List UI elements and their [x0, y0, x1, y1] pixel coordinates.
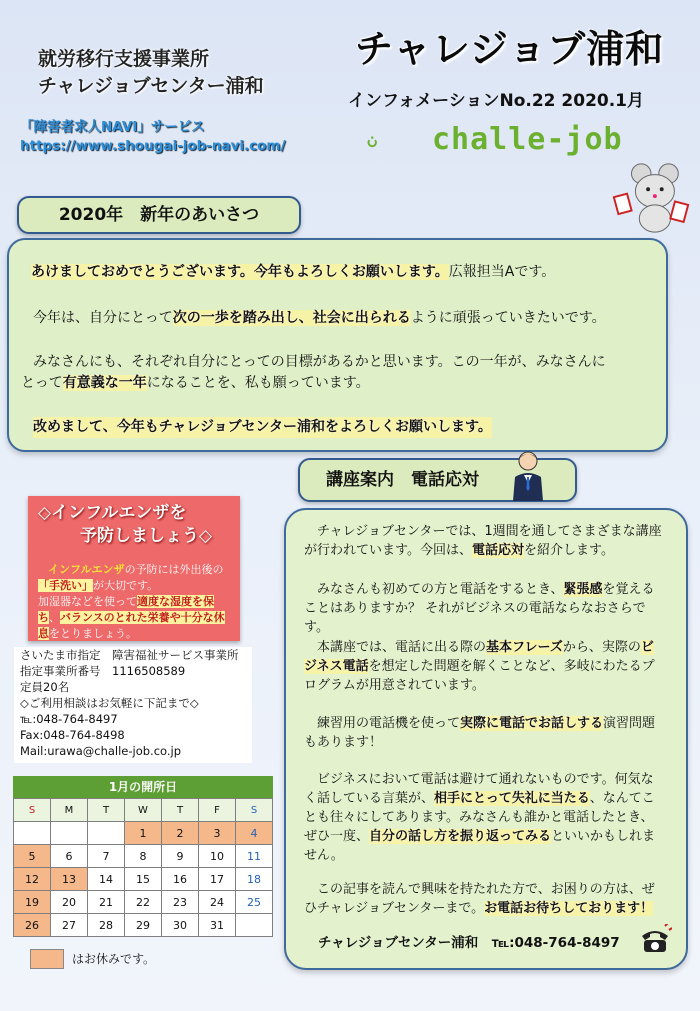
calendar-title: 1月の開所日 [13, 776, 273, 798]
calendar-day: 17 [199, 868, 236, 891]
navi-url[interactable]: https://www.shougai-job-navi.com/ [20, 138, 286, 154]
greeting-p3b: とって有意義な一年になることを、私も願っています。 [21, 375, 370, 391]
calendar-day: 19 [14, 891, 51, 914]
office-line-4: ◇ご利用相談はお気軽に下記まで◇ [20, 696, 199, 710]
greeting-p3: みなさんにも、それぞれ自分にとっての目標があるかと思います。この一年が、みなさんに [33, 354, 606, 370]
calendar-day: 3 [199, 822, 236, 845]
greeting-heading: 2020年 新年のあいさつ [17, 196, 301, 234]
calendar-day: 18 [236, 868, 273, 891]
flu-title: ◇インフルエンザを 予防しましょう◇ [38, 503, 213, 546]
calendar-day: 4 [236, 822, 273, 845]
calendar-dow: T [88, 799, 125, 822]
navi-link[interactable] [20, 118, 285, 156]
course-p3: 本講座では、電話に出る際の基本フレーズから、実際のビジネス電話を想定した問題を解くことなど、多岐にわたるプログラムが用意されています。 [304, 640, 655, 693]
businessman-icon [510, 449, 546, 501]
greeting-p2: 今年は、自分にとって次の一歩を踏み出し、社会に出られるように頑張っていきたいです。 [33, 310, 606, 326]
calendar-day: 9 [162, 845, 199, 868]
newsletter-title: チャレジョブ浦和 [355, 27, 665, 71]
greeting-p4: 改めまして、今年もチャレジョブセンター浦和をよろしくお願いします。 [33, 417, 492, 438]
office-line-1: さいたま市指定 障害福祉サービス事業所 [20, 648, 239, 662]
flu-body: インフルエンザの予防には外出後の 「手洗い」が大切です。 加湿器などを使って適度な湿度を保 ち、バランスのとれた栄養や十分な休 息をとりましょう。 [38, 563, 225, 640]
calendar-day [14, 822, 51, 845]
calendar-day: 12 [14, 868, 51, 891]
calendar-day: 8 [125, 845, 162, 868]
course-heading: 講座案内 電話応対 [298, 458, 577, 502]
calendar-dow: W [125, 799, 162, 822]
course-footer: チャレジョブセンター浦和 ℡:048-764-8497 [318, 935, 620, 951]
office-line-2: 指定事業所番号 1116508589 [20, 664, 186, 678]
calendar-day: 21 [88, 891, 125, 914]
calendar-day: 10 [199, 845, 236, 868]
course-box [284, 508, 688, 970]
course-p4: 練習用の電話機を使って実際に電話でお話しする演習問題もあります！ [304, 716, 656, 750]
office-phone[interactable]: ℡:048-764-8497 [20, 712, 118, 726]
calendar-dow: F [199, 799, 236, 822]
office-fax: Fax:048-764-8498 [20, 728, 125, 742]
calendar-day: 27 [51, 914, 88, 937]
calendar-dow: M [51, 799, 88, 822]
calendar-day [51, 822, 88, 845]
calendar-day: 28 [88, 914, 125, 937]
legend-text: はお休みです。 [72, 952, 156, 966]
calendar-day: 1 [125, 822, 162, 845]
calendar-week [14, 891, 273, 914]
office-mail[interactable]: Mail:urawa@challe-job.co.jp [20, 744, 182, 758]
calendar-day: 26 [14, 914, 51, 937]
calendar-day: 23 [162, 891, 199, 914]
logo-text: challe-job [432, 122, 623, 157]
calendar-table [13, 798, 273, 937]
calendar-week [14, 845, 273, 868]
calendar-day: 31 [199, 914, 236, 937]
calendar-day: 13 [51, 868, 88, 891]
calendar-day: 5 [14, 845, 51, 868]
calendar-day: 14 [88, 868, 125, 891]
office-line-3: 定員20名 [20, 680, 70, 694]
org-line-1: 就労移行支援事業所 [38, 48, 210, 70]
calendar-week [14, 914, 273, 937]
office-info [14, 647, 252, 763]
flu-notice [28, 496, 240, 641]
greeting-p1: あけましておめでとうございます。今年もよろしくお願いします。広報担当Aです。 [31, 264, 556, 280]
mouse-illustration-icon [612, 160, 690, 238]
calendar-dow: S [14, 799, 51, 822]
calendar-week [14, 868, 273, 891]
course-p5: ビジネスにおいて電話は避けて通れないものです。何気なく話している言葉が、相手にとって失礼に当たる、なんてことも往々にしてあります。みなさんも誰かと電話したとき、ぜひ一度、自分の話し方を振り返ってみるといいかもしれません。 [304, 772, 656, 863]
org-name [38, 46, 264, 100]
telephone-icon [638, 924, 672, 954]
calendar-day: 15 [125, 868, 162, 891]
navi-label: 「障害者求人NAVI」サービス [20, 119, 205, 135]
calendar-week [14, 822, 273, 845]
calendar-dow: T [162, 799, 199, 822]
calendar-day: 11 [236, 845, 273, 868]
calendar-day: 6 [51, 845, 88, 868]
greeting-box [7, 238, 668, 452]
calendar-day: 7 [88, 845, 125, 868]
calendar-day: 30 [162, 914, 199, 937]
course-p2: みなさんも初めての方と電話をするとき、緊張感を覚えることはありますか？ それがビジネスの電話ならなおさらです。 [304, 582, 655, 635]
calendar-day: 29 [125, 914, 162, 937]
calendar-day: 25 [236, 891, 273, 914]
org-line-2: チャレジョブセンター浦和 [38, 75, 264, 97]
issue-label: インフォメーションNo.22 2020.1月 [348, 91, 645, 111]
legend-swatch [30, 949, 64, 969]
course-p6: この記事を読んで興味を持たれた方で、お困りの方は、ぜひチャレジョブセンターまで。お電話お待ちしております！ [304, 882, 655, 916]
calendar-day: 16 [162, 868, 199, 891]
calendar-day: 22 [125, 891, 162, 914]
course-p1: チャレジョブセンターでは、1週間を通してさまざまな講座が行われています。今回は、電話応対を紹介します。 [304, 524, 662, 558]
calendar-day: 20 [51, 891, 88, 914]
calendar-day [236, 914, 273, 937]
calendar-day: 2 [162, 822, 199, 845]
calendar-day [88, 822, 125, 845]
calendar-dow: S [236, 799, 273, 822]
calendar-day: 24 [199, 891, 236, 914]
logo-mark-icon [366, 112, 426, 172]
